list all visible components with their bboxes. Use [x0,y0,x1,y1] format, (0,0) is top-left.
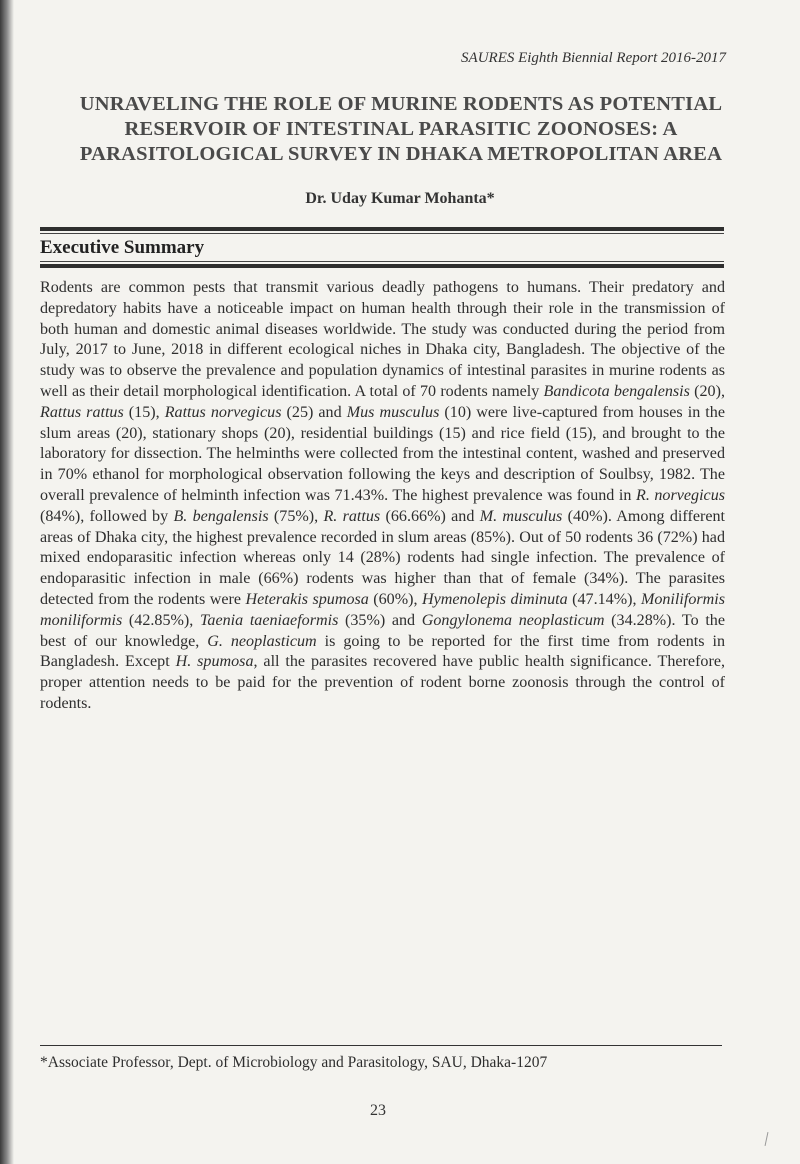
author-affiliation-footnote: *Associate Professor, Dept. of Microbiology and Parasitology, SAU, Dhaka-1207 [40,1054,548,1071]
species-name: Mus musculus [346,403,440,421]
summary-text: (20), [689,382,725,400]
heading-top-rule-thin [40,233,724,234]
summary-text: (60%), [368,590,422,608]
summary-text: (47.14%), [567,590,641,608]
running-header: SAURES Eighth Biennial Report 2016-2017 [461,50,726,66]
page-number: 23 [370,1102,386,1119]
footnote-divider [40,1045,722,1046]
species-name: Moniliformis moniliformis [40,590,725,629]
species-name: Gongylonema neoplasticum [421,611,605,629]
heading-top-rule [40,227,724,231]
species-name: H. spumosa [175,653,254,671]
species-name: R. rattus [323,507,381,525]
species-name: Hymenolepis diminuta [421,590,568,608]
summary-text: (25) and [281,403,347,421]
executive-summary-body [40,278,725,715]
summary-text: (34.28%). To the best of our knowledge, [40,611,725,650]
species-name: G. neoplasticum [207,632,317,650]
page-binding-shadow [0,0,14,1164]
summary-paragraph [40,278,725,715]
species-name: Rattus norvegicus [164,403,282,421]
summary-text: , all the parasites recovered have public health significance. Therefore, proper attention needs to be paid for the prevention of rodent borne zoonosis through the control of rodents. [40,653,725,712]
species-name: M. musculus [479,507,563,525]
summary-text: (42.85%), [122,611,200,629]
paper-title: UNRAVELING THE ROLE OF MURINE RODENTS AS POTENTIAL RESERVOIR OF INTESTINAL PARASITIC ZOONOSES: A PARASITOLOGICAL SURVEY IN DHAKA METROPOLITAN AREA [79,93,723,165]
summary-text: (15), [123,403,165,421]
species-name: Taenia taeniaeformis [199,611,339,629]
heading-bottom-rule [40,264,724,268]
species-name: Bandicota bengalensis [543,382,690,400]
summary-text: (40%). Among different areas of Dhaka city, the highest prevalence recorded in slum areas (85%). Out of 50 rodents 36 (72%) had mixed endoparasitic infection whereas only 14 (28%) rodents had single infection. The prevalence of endoparasitic infection in male (66%) rodents was higher than that of female (34%). The parasites detected from the rodents were [40,507,725,608]
species-name: B. bengalensis [173,507,269,525]
summary-text: is going to be reported for the first time from rodents in Bangladesh. Except [40,632,725,671]
summary-text: (84%), followed by [40,507,174,525]
species-name: Rattus rattus [40,403,124,421]
margin-pencil-mark [765,1132,769,1146]
summary-text: (66.66%) and [380,507,480,525]
species-name: Heterakis spumosa [245,590,369,608]
summary-text: (35%) and [338,611,422,629]
summary-text: Rodents are common pests that transmit various deadly pathogens to humans. Their predatory and depredatory habits have a noticeable impact on human health through their role in the transmission of both human and domestic animal diseases worldwide. The study was conducted during the period from July, 2017 to June, 2018 in different ecological niches in Dhaka city, Bangladesh. The objective of the study was to observe the prevalence and population dynamics of intestinal parasites in murine rodents as well as their detail morphological identification. A total of 70 rodents namely [40,279,725,400]
section-heading: Executive Summary [40,237,205,258]
summary-text: (75%), [268,507,324,525]
author-name: Dr. Uday Kumar Mohanta* [305,190,495,207]
summary-text: (10) were live-captured from houses in the slum areas (20), stationary shops (20), residential buildings (15) and rice field (15), and brought to the laboratory for dissection. The helminths were collected from the intestinal content, washed and preserved in 70% ethanol for morphological observation following the keys and description of Soulbsy, 1982. The overall prevalence of helminth infection was 71.43%. The highest prevalence was found in [40,403,725,504]
species-name: R. norvegicus [635,486,725,504]
heading-bottom-rule-thin [40,261,724,262]
